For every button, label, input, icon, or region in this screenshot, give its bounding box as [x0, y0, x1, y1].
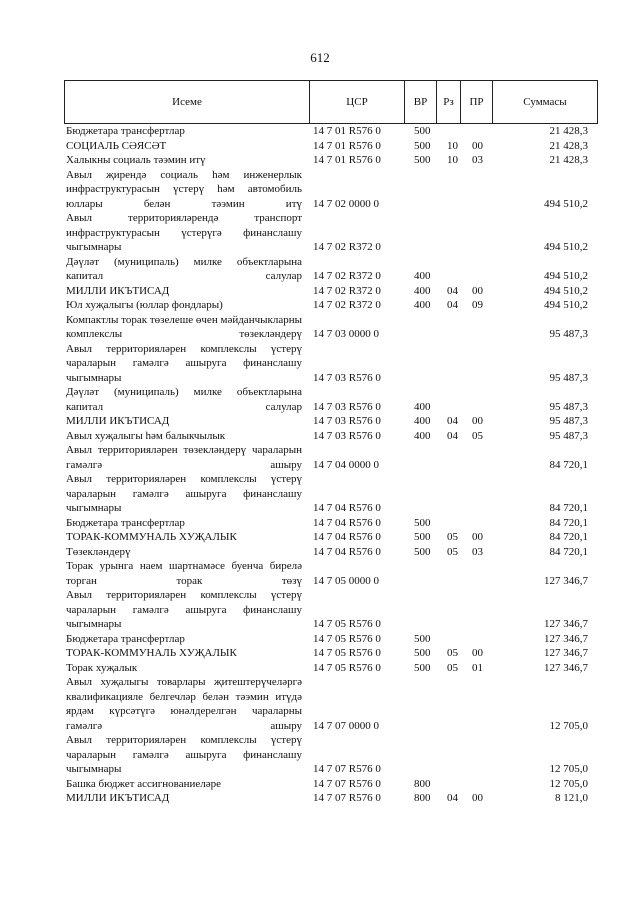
table-row [64, 588, 598, 632]
row-csr: 14 7 01 R576 0 [313, 139, 381, 152]
row-pr: 00 [472, 284, 483, 297]
row-vr: 500 [414, 632, 431, 645]
table-row [64, 313, 598, 342]
row-name: Юл хуҗалыгы (юллар фондлары) [66, 299, 223, 311]
table-body [64, 124, 598, 806]
table-row [64, 559, 598, 588]
table-row [64, 139, 598, 154]
row-csr: 14 7 07 0000 0 [313, 719, 379, 732]
row-values [64, 458, 598, 473]
row-csr: 14 7 04 R576 0 [313, 545, 381, 558]
table-row [64, 211, 598, 255]
row-pr: 03 [472, 545, 483, 558]
row-csr: 14 7 02 0000 0 [313, 197, 379, 210]
row-name: Башка бюджет ассигнованиеләре [66, 777, 221, 790]
row-name: Торак урынга наем шартнамәсе буенча бирелә торган торак төзү [66, 560, 302, 587]
row-values [64, 400, 598, 415]
row-rz: 04 [447, 429, 458, 442]
row-name: ТОРАК-КОММУНАЛЬ ХУҖАЛЫК [66, 531, 237, 543]
row-name: Бюджетара трансфертлар [66, 632, 185, 645]
row-csr: 14 7 05 0000 0 [313, 574, 379, 587]
row-vr: 500 [414, 647, 431, 659]
row-rz: 05 [447, 531, 458, 543]
row-pr: 00 [472, 415, 483, 427]
row-values [64, 429, 598, 444]
row-csr: 14 7 01 R576 0 [313, 125, 381, 137]
row-sum: 95 487,3 [549, 328, 588, 340]
row-csr: 14 7 05 R576 0 [313, 632, 381, 645]
row-values [64, 661, 598, 676]
table-row [64, 646, 598, 661]
row-values [64, 327, 598, 342]
row-pr: 00 [472, 647, 483, 659]
row-vr: 500 [414, 531, 431, 543]
row-name: Авыл территорияләрен төзекләндерү чараларын гамәлгә ашыру [66, 444, 302, 471]
row-sum: 494 510,2 [544, 241, 588, 253]
row-csr: 14 7 02 R372 0 [313, 241, 381, 253]
row-pr: 03 [472, 154, 483, 166]
row-csr: 14 7 01 R576 0 [313, 154, 381, 166]
row-rz: 10 [447, 154, 458, 166]
table-row [64, 443, 598, 472]
page-number: 612 [310, 50, 330, 65]
table-row [64, 298, 598, 313]
row-sum: 21 428,3 [549, 125, 588, 137]
row-sum: 494 510,2 [544, 270, 588, 282]
table-row [64, 675, 598, 733]
row-name: Авыл территорияләрен комплекслы үстерү чараларын гамәлгә ашыруга финанслашу чыгымнары [66, 342, 302, 384]
row-csr: 14 7 07 R576 0 [313, 792, 381, 804]
row-csr: 14 7 03 0000 0 [313, 328, 379, 340]
table-row [64, 777, 598, 792]
row-name: Компактлы торак төзелеше өчен мәйданчыкларны комплекслы төзекләндерү [66, 313, 302, 340]
row-sum: 494 510,2 [544, 299, 588, 311]
row-csr: 14 7 04 R576 0 [313, 502, 381, 514]
row-vr: 400 [414, 270, 431, 282]
row-sum: 12 705,0 [549, 719, 588, 732]
row-csr: 14 7 05 R576 0 [313, 618, 381, 630]
table-row [64, 516, 598, 531]
row-name: Торак хуҗалык [66, 661, 138, 674]
table-row [64, 545, 598, 560]
row-vr: 500 [414, 154, 431, 166]
row-pr: 05 [472, 429, 483, 442]
row-name: Халыкны социаль тәэмин итү [66, 154, 206, 166]
row-name: Авыл территорияләрен комплекслы үстерү чараларын гамәлгә ашыруга финанслашу чыгымнары [66, 473, 302, 514]
row-vr: 500 [414, 545, 431, 558]
row-name: Авыл территорияләрен комплекслы үстерү чараларын гамәлгә ашыруга финанслашу чыгымнары [66, 734, 302, 775]
row-csr: 14 7 05 R576 0 [313, 647, 381, 659]
row-values [64, 791, 598, 806]
table-row [64, 385, 598, 414]
row-values [64, 284, 598, 299]
table-row [64, 153, 598, 168]
row-csr: 14 7 02 R372 0 [313, 284, 381, 297]
column-header-name: Исеме [65, 81, 310, 123]
row-rz: 05 [447, 545, 458, 558]
row-csr: 14 7 02 R372 0 [313, 270, 381, 282]
row-sum: 84 720,1 [549, 516, 588, 529]
table-row [64, 733, 598, 777]
row-pr: 00 [472, 139, 483, 152]
row-csr: 14 7 03 R576 0 [313, 371, 381, 384]
row-name: Бюджетара трансфертлар [66, 516, 185, 529]
row-values [64, 414, 598, 429]
row-pr: 01 [472, 661, 483, 674]
row-vr: 800 [414, 777, 431, 790]
row-sum: 494 510,2 [544, 284, 588, 297]
row-values [64, 298, 598, 313]
row-sum: 84 720,1 [549, 502, 588, 514]
row-vr: 500 [414, 661, 431, 674]
row-sum: 84 720,1 [549, 531, 588, 543]
table-row [64, 472, 598, 516]
row-sum: 95 487,3 [549, 400, 588, 413]
row-values [64, 516, 598, 531]
row-values [64, 632, 598, 647]
row-csr: 14 7 04 0000 0 [313, 458, 379, 471]
row-csr: 14 7 05 R576 0 [313, 661, 381, 674]
row-values [64, 719, 598, 734]
row-values [64, 153, 598, 168]
row-values [64, 124, 598, 139]
table-row [64, 429, 598, 444]
row-name: Авыл җирендә социаль һәм инженерлык инфраструктурасын үстерү һәм автомобиль юллары белән тәэмин итү [66, 168, 302, 210]
row-sum: 12 705,0 [549, 777, 588, 790]
row-name: МИЛЛИ ИКЪТИСАД [66, 415, 170, 427]
column-header-sum: Суммасы [523, 96, 567, 108]
row-sum: 12 705,0 [549, 763, 588, 775]
table-row [64, 632, 598, 647]
row-name: Авыл хуҗалыгы товарлары җитештерүчеләргә квалификацияле белгечләр белән тәэмин итүдә ярдәм күрсәтүгә юнәлдерелгән чараларны гамәлгә ашыру [66, 676, 302, 732]
row-sum: 127 346,7 [544, 632, 588, 645]
table-row [64, 791, 598, 806]
row-vr: 500 [414, 139, 431, 152]
row-values [64, 574, 598, 589]
column-header-pr: ПР [461, 81, 493, 123]
row-values [64, 530, 598, 545]
table-row [64, 530, 598, 545]
row-csr: 14 7 03 R576 0 [313, 429, 381, 442]
row-values [64, 240, 598, 255]
row-name: Төзекләндерү [66, 545, 131, 558]
row-sum: 95 487,3 [549, 429, 588, 442]
row-pr: 00 [472, 531, 483, 543]
row-sum: 84 720,1 [549, 458, 588, 471]
row-csr: 14 7 07 R576 0 [313, 777, 381, 790]
row-name: Бюджетара трансфертлар [66, 125, 185, 137]
row-values [64, 501, 598, 516]
column-header-vr: ВР [405, 81, 437, 123]
row-sum: 21 428,3 [549, 139, 588, 152]
table-row [64, 342, 598, 386]
table-row [64, 255, 598, 284]
row-vr: 400 [414, 284, 431, 297]
row-csr: 14 7 07 R576 0 [313, 763, 381, 775]
row-values [64, 139, 598, 154]
row-sum: 127 346,7 [544, 647, 588, 659]
row-rz: 04 [447, 299, 458, 311]
row-values [64, 777, 598, 792]
table-row [64, 414, 598, 429]
row-rz: 04 [447, 792, 458, 804]
row-rz: 04 [447, 284, 458, 297]
column-header-csr: ЦСР [310, 81, 405, 123]
column-header-rz: Рз [437, 81, 461, 123]
row-sum: 494 510,2 [544, 197, 588, 210]
row-name: ТОРАК-КОММУНАЛЬ ХУҖАЛЫК [66, 647, 237, 659]
row-sum: 127 346,7 [544, 618, 588, 630]
row-vr: 800 [414, 792, 431, 804]
row-sum: 95 487,3 [549, 371, 588, 384]
table-row [64, 284, 598, 299]
row-name: Авыл территорияләрендә транспорт инфраструктурасын үстерүгә финанслашу чыгымнары [66, 212, 302, 253]
row-vr: 400 [414, 415, 431, 427]
row-name: Авыл территорияләрен комплекслы үстерү чараларын гамәлгә ашыруга финанслашу чыгымнары [66, 589, 302, 630]
row-sum: 95 487,3 [549, 415, 588, 427]
row-vr: 400 [414, 400, 431, 413]
row-values [64, 762, 598, 777]
table-header [64, 80, 598, 124]
row-csr: 14 7 03 R576 0 [313, 415, 381, 427]
row-csr: 14 7 04 R576 0 [313, 531, 381, 543]
row-vr: 400 [414, 299, 431, 311]
row-values [64, 197, 598, 212]
row-rz: 10 [447, 139, 458, 152]
row-name: СОЦИАЛЬ СӘЯСӘТ [66, 139, 167, 152]
table-row [64, 124, 598, 139]
row-sum: 8 121,0 [555, 792, 588, 804]
row-sum: 127 346,7 [544, 574, 588, 587]
row-sum: 84 720,1 [549, 545, 588, 558]
row-values [64, 545, 598, 560]
row-pr: 00 [472, 792, 483, 804]
row-csr: 14 7 03 R576 0 [313, 400, 381, 413]
row-name: Авыл хуҗалыгы һәм балыкчылык [66, 429, 226, 442]
row-values [64, 646, 598, 661]
row-name: МИЛЛИ ИКЪТИСАД [66, 284, 170, 297]
row-vr: 500 [414, 125, 431, 137]
row-sum: 21 428,3 [549, 154, 588, 166]
row-name: Дәүләт (муниципаль) милке объектларына капитал салулар [66, 386, 302, 413]
row-rz: 04 [447, 415, 458, 427]
row-csr: 14 7 04 R576 0 [313, 516, 381, 529]
row-csr: 14 7 02 R372 0 [313, 299, 381, 311]
row-name: МИЛЛИ ИКЪТИСАД [66, 792, 170, 804]
row-rz: 05 [447, 647, 458, 659]
row-values [64, 617, 598, 632]
row-rz: 05 [447, 661, 458, 674]
table-row [64, 168, 598, 212]
row-vr: 400 [414, 429, 431, 442]
row-sum: 127 346,7 [544, 661, 588, 674]
row-values [64, 269, 598, 284]
row-name: Дәүләт (муниципаль) милке объектларына капитал салулар [66, 255, 302, 282]
row-pr: 09 [472, 299, 483, 311]
row-values [64, 371, 598, 386]
table-row [64, 661, 598, 676]
row-vr: 500 [414, 516, 431, 529]
